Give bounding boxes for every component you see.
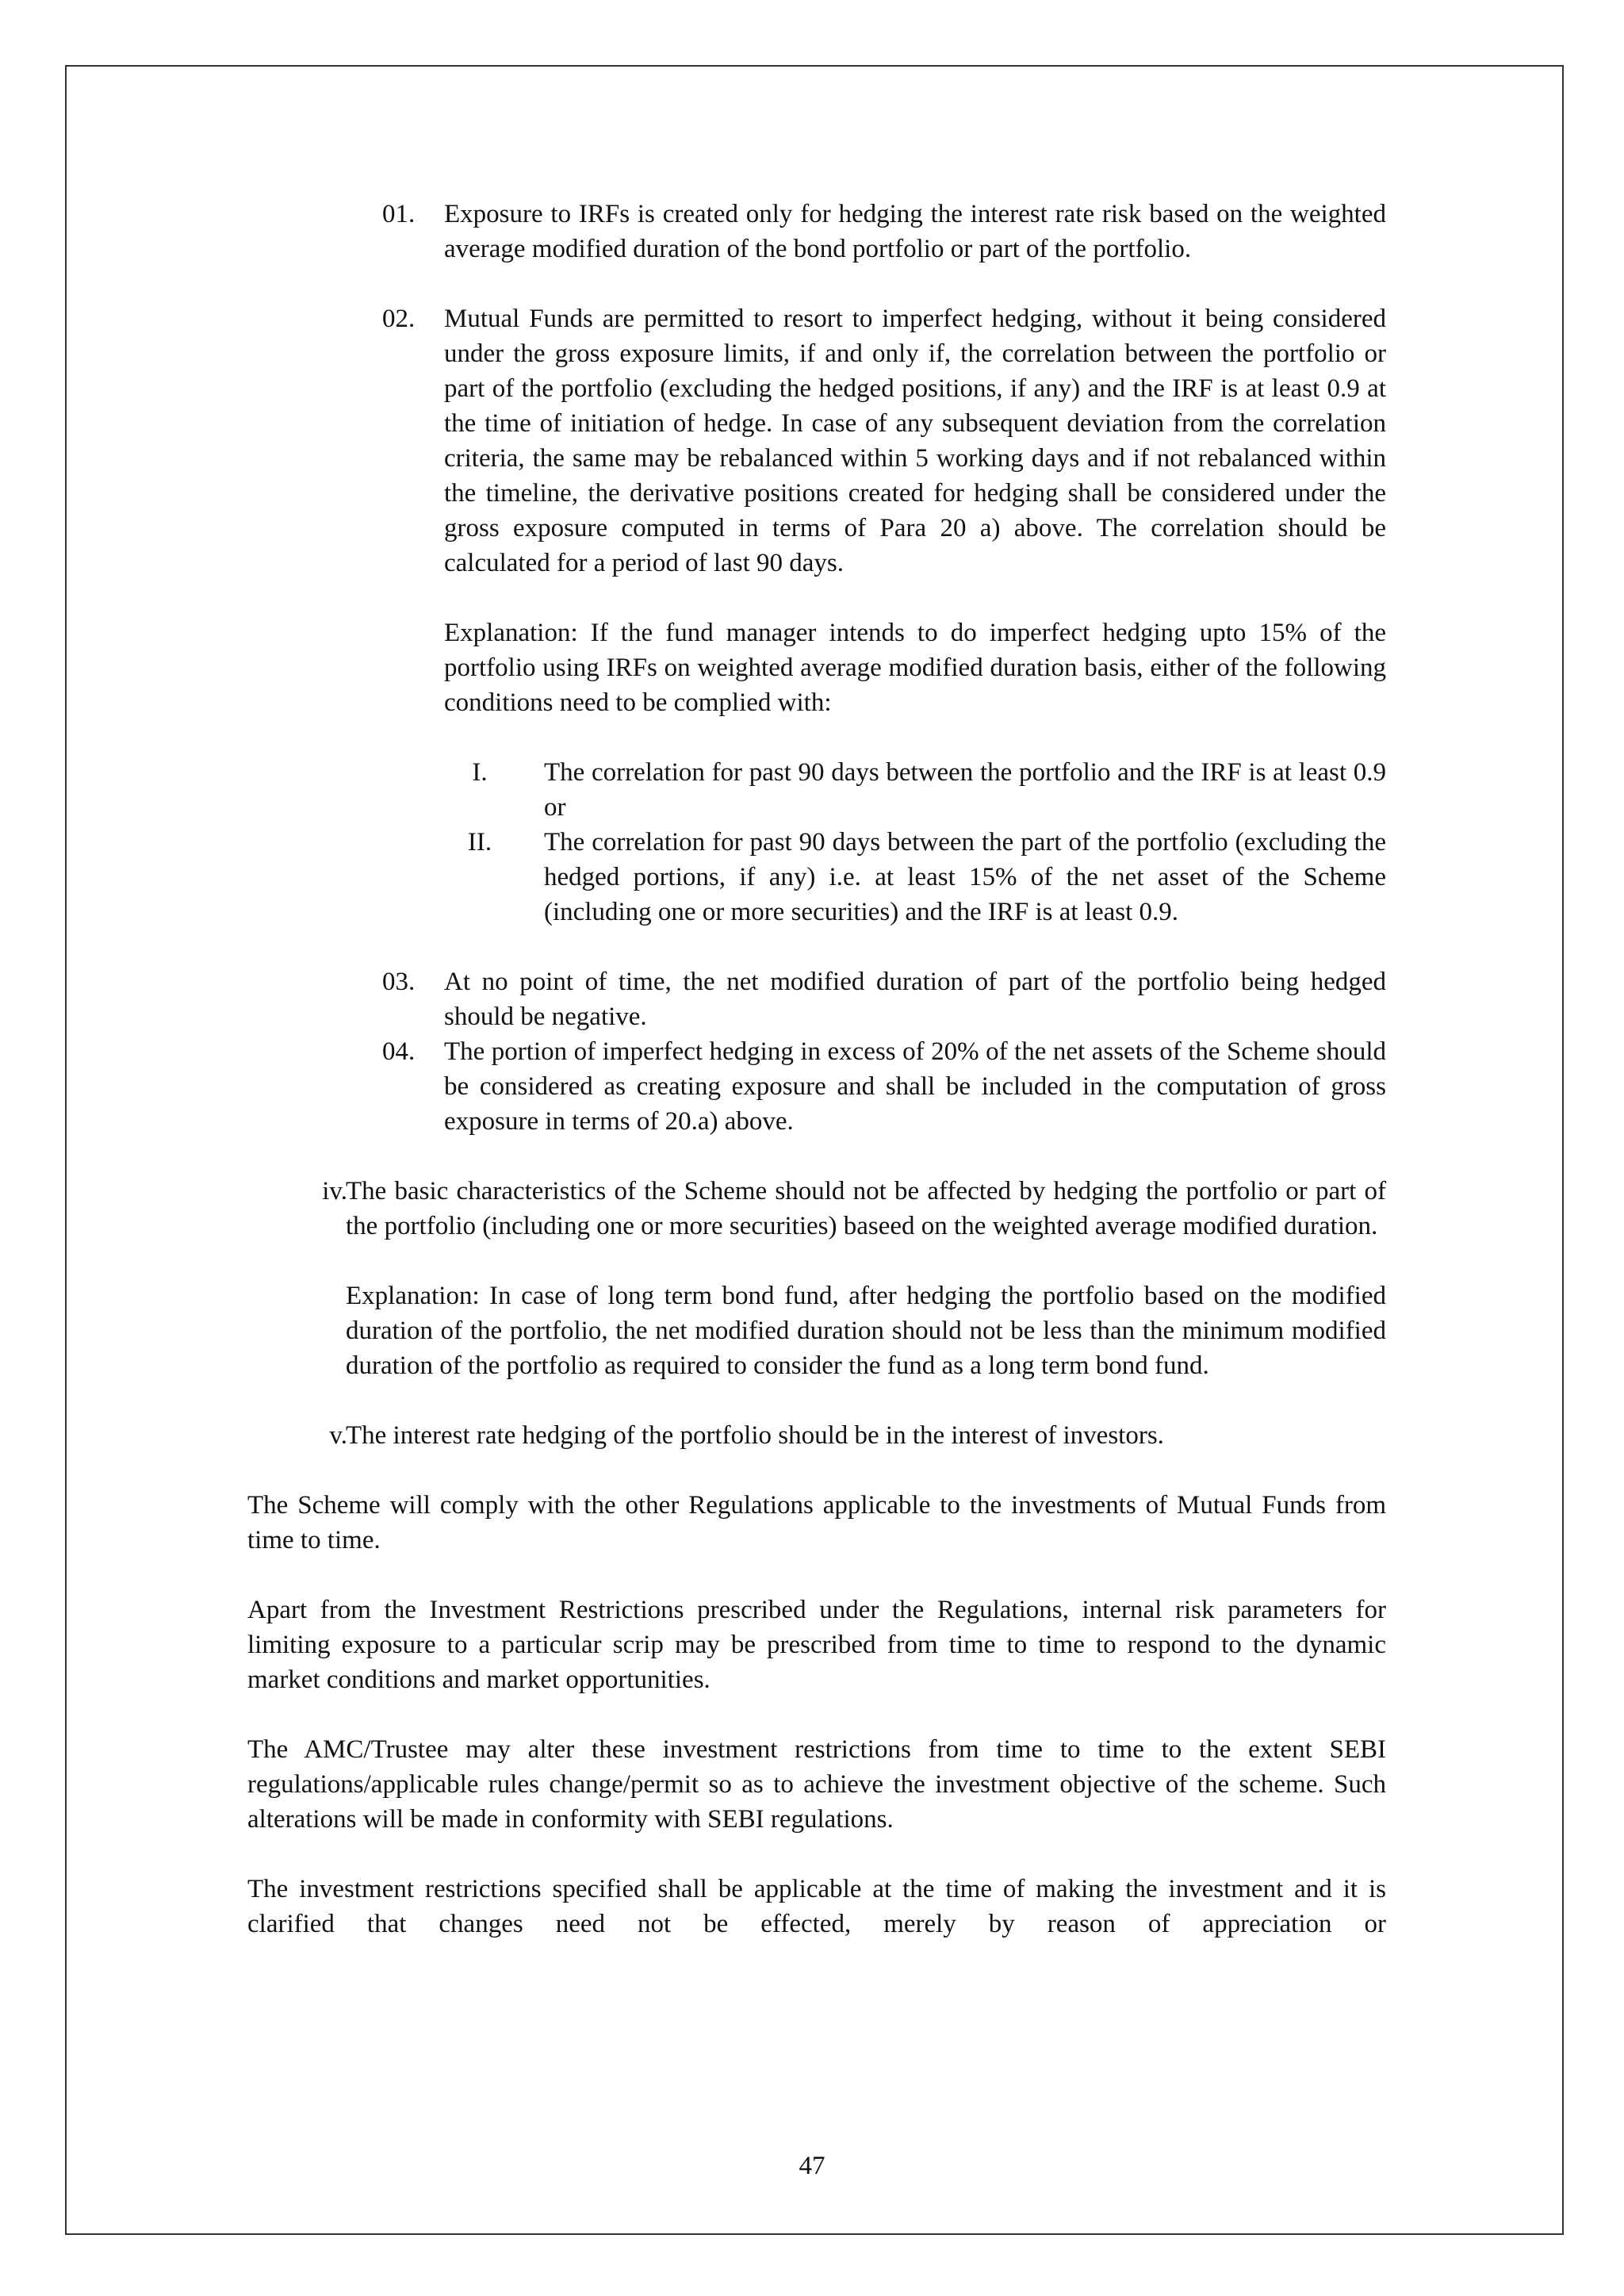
explanation-paragraph: Explanation: In case of long term bond fund, after hedging the portfolio based on the modified duration of the portfolio, the net modified duration should not be less than the minimum modified duration of the portfolio as required to consider the fund as a long term bond fund.	[346, 1282, 1386, 1380]
roman-number: II.	[467, 828, 492, 857]
list-item-03	[247, 964, 1386, 1034]
roman-number: I.	[472, 758, 488, 787]
list-item-02	[247, 301, 1386, 581]
roman-list-item-ii	[247, 825, 1386, 930]
body-paragraph: The AMC/Trustee may alter these investment restrictions from time to time to the extent SEBI regulations/applicable rules change/permit so as to achieve the investment objective of the scheme. Such alterations will be made in conformity with SEBI regulations.	[247, 1735, 1386, 1834]
list-item-v	[247, 1418, 1386, 1453]
roman-list-item-i	[247, 755, 1386, 825]
body-paragraph: The investment restrictions specified shall be applicable at the time of making the investment and it is clarified that changes need not be effected, merely by reason of appreciation or	[247, 1875, 1386, 1938]
list-item-text: The basic characteristics of the Scheme should not be affected by hedging the portfolio or part of the portfolio (including one or more securities) baseed on the weighted average modified duration.	[346, 1177, 1386, 1240]
document-body	[247, 197, 1386, 1941]
list-item-text: Exposure to IRFs is created only for hedging the interest rate risk based on the weighted average modified duration of the bond portfolio or part of the portfolio.	[444, 200, 1386, 263]
list-number: 03.	[382, 968, 416, 996]
roman-item-text: The correlation for past 90 days between the part of the portfolio (excluding the hedged portions, if any) i.e. at least 15% of the net asset of the Scheme (including one or more securities) and the IRF is at least 0.9.	[544, 828, 1386, 926]
list-item-04	[247, 1034, 1386, 1139]
body-paragraph: Apart from the Investment Restrictions prescribed under the Regulations, internal risk parameters for limiting exposure to a particular scrip may be prescribed from time to time to respond to the dynamic market conditions and market opportunities.	[247, 1596, 1386, 1694]
list-item-iv	[247, 1174, 1386, 1244]
list-number: v.	[329, 1421, 347, 1450]
list-item-text: The portion of imperfect hedging in excess of 20% of the net assets of the Scheme should be considered as creating exposure and shall be included in the computation of gross exposure in terms of 20.a) above.	[444, 1037, 1386, 1136]
list-item-text: At no point of time, the net modified duration of part of the portfolio being hedged should be negative.	[444, 968, 1386, 1031]
roman-item-text: The correlation for past 90 days between the portfolio and the IRF is at least 0.9 or	[544, 758, 1386, 822]
list-number: 04.	[382, 1037, 416, 1066]
list-number: 01.	[382, 200, 416, 228]
explanation-paragraph: Explanation: If the fund manager intends to do imperfect hedging upto 15% of the portfolio using IRFs on weighted average modified duration basis, either of the following conditions need to be complied with:	[444, 619, 1386, 717]
list-number: 02.	[382, 305, 416, 333]
page-number: 47	[799, 2152, 825, 2180]
list-item-01	[247, 197, 1386, 266]
list-item-text: The interest rate hedging of the portfolio should be in the interest of investors.	[346, 1421, 1164, 1450]
list-number: iv.	[322, 1177, 347, 1205]
list-item-text: Mutual Funds are permitted to resort to imperfect hedging, without it being considered under the gross exposure limits, if and only if, the correlation between the portfolio or part of the portfolio (excluding the hedged positions, if any) and the IRF is at least 0.9 at the time of initiation of hedge. In case of any subsequent deviation from the correlation criteria, the same may be rebalanced within 5 working days and if not rebalanced within the timeline, the derivative positions created for hedging shall be considered under the gross exposure computed in terms of Para 20 a) above. The correlation should be calculated for a period of last 90 days.	[444, 305, 1386, 577]
body-paragraph: The Scheme will comply with the other Regulations applicable to the investments of Mutual Funds from time to time.	[247, 1491, 1386, 1554]
